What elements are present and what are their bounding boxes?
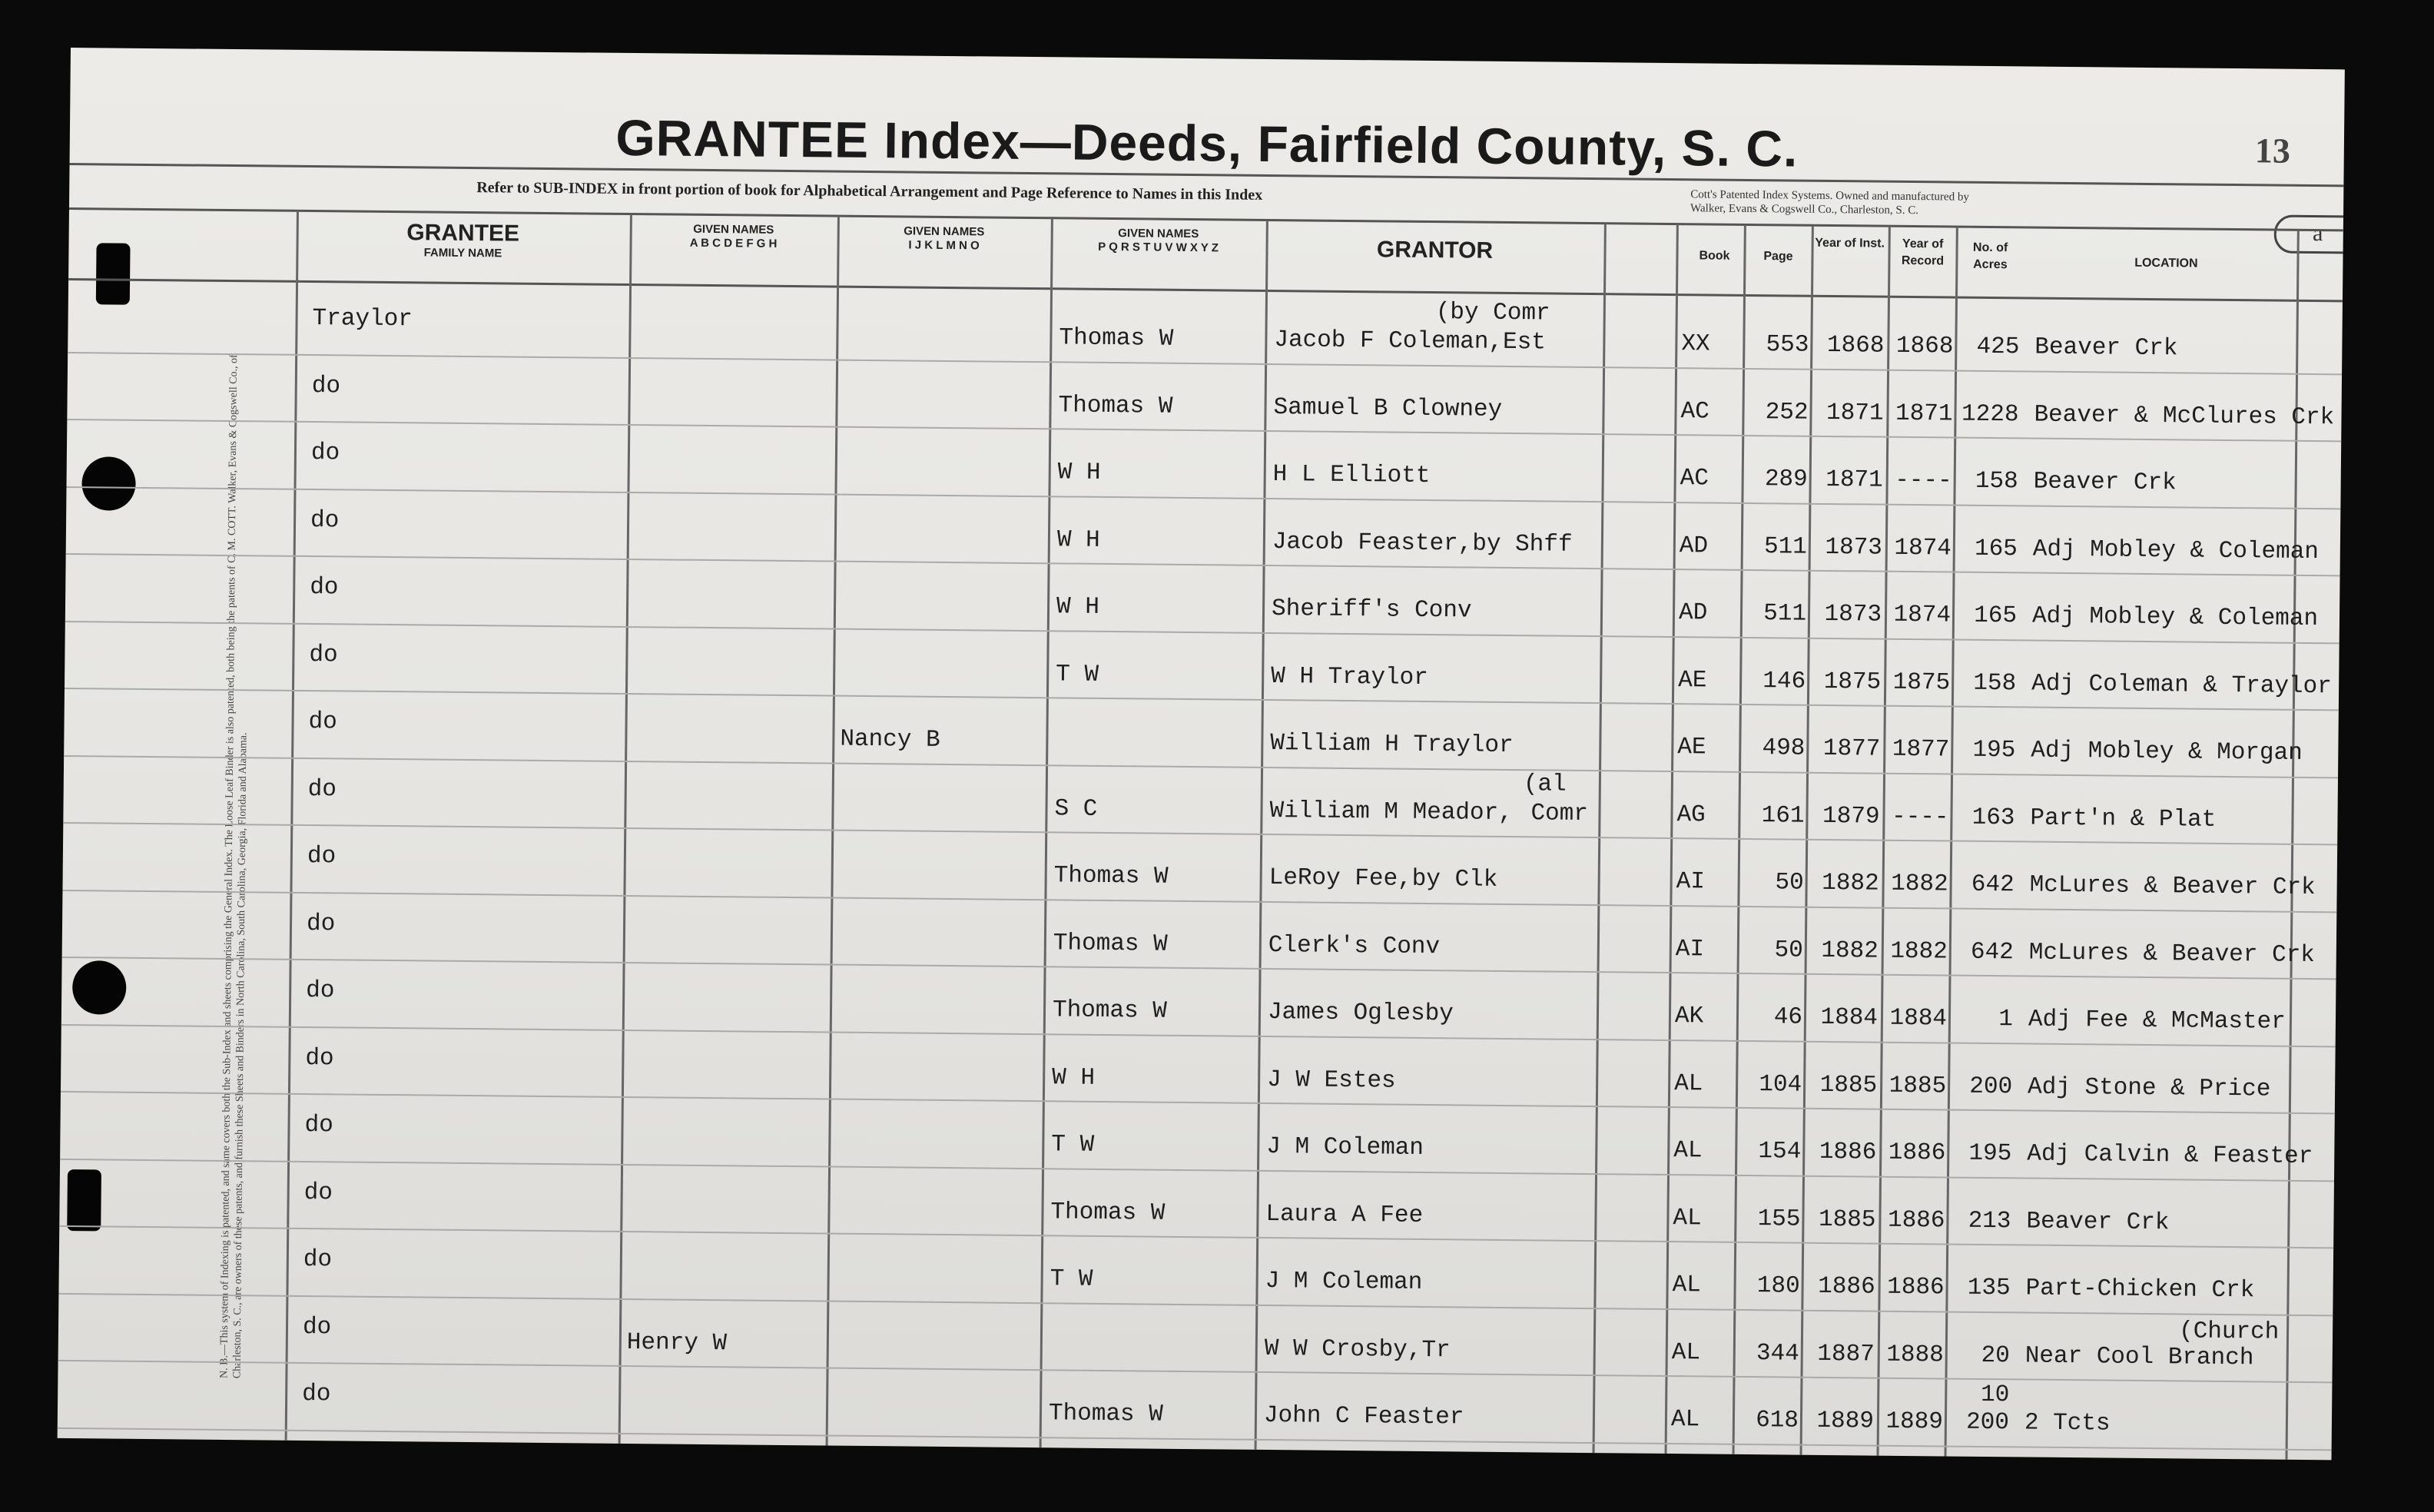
cell-year-inst: 1868 [1826,331,1885,360]
header-given3-label: GIVEN NAMES [1118,227,1199,241]
cell-book: AL [1672,1272,1702,1299]
cell-year-inst: 1885 [1819,1071,1878,1099]
header-location-label: LOCATION [2134,256,2198,270]
cell-book: AD [1679,532,1709,559]
cell-grantor: Jacob Feaster,by Shff [1272,528,1573,559]
cell-family: do [302,1380,331,1408]
cell-g3 [1050,1333,1253,1335]
header-book-label: Book [1699,249,1730,263]
cell-g3: W H [1052,1063,1096,1092]
cell-family: do [307,843,337,870]
cell-year-record: 1886 [1887,1273,1945,1301]
cell-g2 [834,1331,1034,1332]
cell-page: 154 [1758,1138,1802,1166]
cell-g1 [626,1396,818,1398]
cell-g3: Thomas W [1059,324,1174,353]
cell-acres: 1228 [1961,400,2019,428]
cell-location: Adj Coleman & Traylor [2031,670,2332,700]
cell-g1 [637,320,829,322]
cell-year-record: 1882 [1891,870,1948,898]
page-title: GRANTEE Index—Deeds, Fairfield County, S. C. [615,108,1799,177]
header-book [1679,247,1749,265]
cell-g3: Thomas W [1053,929,1168,958]
cell-location: McLures & Beaver Crk [2029,871,2316,902]
cell-grantor: Clerk's Conv [1268,931,1441,960]
header-acres-label: No. of Acres [1972,240,2008,272]
cell-g2 [844,323,1044,324]
cell-year-record: ---- [1891,803,1949,831]
cell-g3: Thomas W [1052,996,1168,1025]
cell-family: do [303,1179,333,1206]
header-given1-label: GIVEN NAMES [693,222,774,237]
cell-book: AL [1673,1204,1702,1232]
header-grantee-label: GRANTEE [406,220,520,247]
cell-acres: 1 [1998,1006,2014,1033]
cell-g3: W H [1056,526,1100,554]
cell-grantor: W W Crosby,Tr [1264,1335,1451,1364]
cell-location: Adj Stone & Price [2027,1073,2271,1103]
cell-grantor: Sheriff's Conv [1271,595,1472,625]
header-year-inst-label: Year of Inst. [1815,236,1885,250]
cell-location: 2 Tcts [2024,1409,2111,1437]
cell-grantor: Jacob F Coleman,Est [1274,327,1547,356]
cell-page: 553 [1766,331,1809,359]
header-given1-sub: A B C D E F G H [689,236,778,250]
cell-location: Beaver Crk [2026,1208,2170,1236]
cell-year-record: 1886 [1888,1139,1946,1167]
header-given3 [1053,226,1262,256]
cell-family: do [308,708,337,736]
cell-g1 [633,657,825,658]
cell-family: do [303,1245,333,1274]
sheet-letter-badge: a [2274,215,2345,254]
cell-g3: W H [1056,593,1100,621]
cell-page: 50 [1775,869,1804,897]
cell-year-record: 1884 [1889,1004,1948,1033]
cell-year-inst: 1889 [1816,1407,1875,1435]
cell-grantor: Laura A Fee [1265,1200,1424,1229]
cell-year-inst: 1885 [1818,1205,1876,1234]
cell-family: do [305,1044,334,1072]
cell-acres: 195 [1972,736,2016,764]
cell-year-inst: 1882 [1821,937,1879,965]
cell-book: AL [1670,1406,1700,1434]
cell-family: do [306,910,336,937]
cell-location: Adj Mobley & Coleman [2031,602,2319,633]
cell-grantor: Samuel B Clowney [1273,393,1503,423]
margin-note: N. B.—This system of Indexing is patented, and same covers both the Sub-Index and sheets comprising the General Index. The Loose Leaf Binder is also patented, both being the patents of C. M. COTT. Walker, Evans & Cogswell Co., of Charleston, S. C., are owners of these patents, and furnish these Sheets and Binders in North Carolina, South Carolina, Georgia, Florida and Alabama. [218,354,250,1379]
cell-g3 [1056,728,1259,730]
cell-year-inst: 1873 [1824,600,1882,628]
grantor-note: (by Comr [1435,299,1550,327]
header-given2-label: GIVEN NAMES [904,224,985,239]
header-grantee-sub: FAMILY NAME [423,246,502,260]
cell-family: do [310,506,340,534]
cell-year-inst: 1884 [1820,1003,1879,1032]
cell-g1 [630,993,822,994]
header-given3-sub: P Q R S T U V W X Y Z [1098,240,1219,255]
cell-page: 252 [1765,398,1809,426]
cell-year-record: 1874 [1893,601,1952,629]
cell-page: 46 [1773,1003,1803,1031]
cell-acres: 642 [1970,938,2014,966]
cell-acres: 165 [1974,535,2018,562]
cell-year-record: 1871 [1895,400,1953,428]
cell-page: 511 [1763,600,1807,628]
cell-page: 289 [1764,466,1808,493]
cell-acres: 20 [1981,1341,2010,1369]
cell-grantor: W H Traylor [1271,662,1429,691]
cell-year-inst: 1873 [1825,533,1883,562]
cell-acres: 642 [1971,870,2015,899]
header-page-label: Page [1763,250,1793,264]
cell-year-record: 1886 [1887,1206,1945,1234]
cell-location: Beaver Crk [2034,333,2178,363]
cell-g3: T W [1056,660,1099,688]
cell-location: Part'n & Plat [2030,804,2217,834]
maker-line-2: Walker, Evans & Cogswell Co., Charleston, S. C. [1690,202,1919,217]
cell-book: AG [1676,801,1706,828]
cell-g1 [629,1127,821,1129]
cell-year-record: ---- [1895,466,1952,495]
cell-family: do [310,439,340,467]
cell-book: AE [1678,666,1707,694]
cell-book: AI [1676,868,1706,896]
cell-g1 [632,791,824,793]
cell-year-inst: 1886 [1819,1138,1877,1166]
cell-year-record: 1882 [1890,937,1948,966]
cell-page: 344 [1756,1339,1799,1368]
cell-location: Part-Chicken Crk [2025,1275,2255,1305]
cell-book: AK [1674,1003,1704,1030]
header-acres [1958,240,2021,274]
cell-year-record: 1875 [1892,668,1951,697]
cell-acres: 158 [1975,467,2018,496]
cell-year-inst: 1875 [1823,668,1882,696]
cell-location: Beaver Crk [2033,468,2177,497]
cell-book: AI [1675,935,1705,963]
cell-grantor: LeRoy Fee,by Clk [1268,864,1498,894]
page-number: 13 [2254,131,2291,171]
header-given2 [840,224,1047,254]
cell-location: McLures & Beaver Crk [2028,939,2316,969]
cell-g2 [838,927,1038,929]
cell-location: Adj Calvin & Feaster [2027,1140,2313,1171]
cell-g1 [629,1060,821,1062]
cell-g2 [841,658,1040,660]
cell-year-record: 1877 [1892,735,1950,764]
cell-grantor: H L Elliott [1272,461,1431,490]
header-location [2035,254,2296,274]
cell-acres: 165 [1974,602,2018,630]
cell-g2: Nancy B [840,725,940,754]
cell-page: 50 [1774,936,1803,964]
cell-g2 [834,1398,1033,1400]
cell-book: AL [1671,1338,1701,1366]
header-year-record-label: Year of Record [1901,237,1945,268]
cell-g2 [843,457,1043,459]
cell-book: AD [1678,599,1708,627]
cell-grantor: John C Feaster [1263,1401,1464,1431]
cell-g2 [837,1062,1036,1063]
cell-acres: 200 [1965,1408,2010,1437]
cell-year-record: 1885 [1889,1072,1947,1099]
cell-g3: Thomas W [1048,1400,1163,1428]
grantor-note: (al [1523,770,1567,798]
cell-year-inst: 1871 [1826,466,1883,494]
maker-note [1690,187,1969,217]
cell-location: Adj Mobley & Coleman [2032,536,2320,565]
cell-grantor: J W Estes [1267,1066,1396,1095]
cell-location: Beaver & McClures Crk [2034,401,2335,431]
cell-page: 155 [1757,1205,1801,1233]
cell-book: AL [1673,1069,1703,1097]
cell-family: Traylor [312,305,413,333]
cell-g1: Henry W [626,1328,728,1357]
location-note: (Church [2178,1317,2280,1346]
cell-page: 104 [1759,1070,1802,1099]
cell-grantor: William M Meador, [1269,797,1513,827]
cell-book: XX [1681,330,1710,358]
cell-book: AE [1677,734,1706,761]
cell-grantor: James Oglesby [1267,999,1454,1028]
index-sheet [58,48,2345,1460]
cell-acres: 213 [1968,1207,2011,1235]
cell-g3: Thomas W [1053,862,1169,890]
cell-year-record: 1888 [1886,1341,1944,1368]
cell-g1 [633,724,825,725]
cell-location: Near Cool Branch [2024,1341,2254,1371]
cell-grantor: J M Coleman [1265,1267,1423,1296]
header-year-inst [1815,235,1885,253]
refer-note: Refer to SUB-INDEX in front portion of book for Alphabetical Arrangement and Page Reference to Names in this Index [476,179,1263,204]
cell-g3: T W [1051,1131,1095,1159]
cell-year-record: 1889 [1885,1408,1944,1436]
cell-g1 [628,1195,821,1196]
cell-g2 [835,1264,1035,1265]
cell-page: 498 [1762,734,1806,762]
cell-g1 [632,858,824,860]
cell-g1 [628,1262,820,1263]
cell-page: 180 [1756,1272,1800,1300]
cell-acres: 200 [1969,1073,2013,1100]
cell-g3: S C [1054,794,1098,823]
cell-page: 511 [1763,532,1808,561]
cell-year-record: 1868 [1895,332,1954,360]
cell-g1 [635,455,827,456]
cell-location: Adj Fee & McMaster [2028,1006,2286,1036]
cell-g2 [836,1196,1036,1198]
header-year-record [1891,236,1954,270]
cell-g1 [636,388,828,390]
cell-family: do [306,976,335,1005]
cell-g2 [837,1129,1036,1131]
cell-year-inst: 1871 [1826,399,1884,427]
cell-year-inst: 1886 [1818,1272,1875,1301]
cell-g2 [837,995,1037,996]
acres-note: 10 [1980,1381,2010,1409]
cell-page: 618 [1755,1407,1799,1434]
grantor-tail: Comr [1530,799,1589,827]
cell-g3: W H [1057,459,1101,486]
cell-family: do [309,641,338,668]
cell-g3: Thomas W [1058,391,1173,420]
header-given1 [633,222,834,252]
cell-g2 [842,524,1042,526]
cell-acres: 163 [1971,804,2015,831]
cell-g1 [634,589,826,591]
cell-year-inst: 1887 [1817,1340,1875,1368]
header-page [1746,248,1809,266]
header-grantor [1268,236,1600,265]
cell-year-record: 1874 [1894,534,1952,562]
cell-location: Adj Mobley & Morgan [2031,737,2303,767]
cell-g3: Thomas W [1050,1198,1166,1227]
cell-book: AC [1680,397,1709,425]
cell-family: do [302,1313,332,1341]
cell-g1 [635,522,827,524]
cell-g2 [840,793,1040,794]
cell-family: do [307,775,337,803]
cell-grantor: William H Traylor [1270,730,1514,760]
cell-g2 [844,390,1043,391]
cell-family: do [311,372,341,400]
cell-acres: 195 [1968,1139,2012,1168]
cell-g1 [631,926,823,927]
cell-family: do [310,574,339,602]
cell-acres: 135 [1967,1274,2011,1302]
cell-g2 [841,592,1041,593]
cell-grantor: J M Coleman [1266,1133,1424,1162]
header-grantee [299,219,626,262]
cell-year-inst: 1882 [1822,869,1879,897]
cell-g3: T W [1050,1265,1093,1293]
cell-page: 161 [1761,801,1805,830]
cell-acres: 425 [1976,333,2020,361]
cell-year-inst: 1879 [1822,802,1880,831]
cell-acres: 158 [1973,669,2017,697]
cell-page: 146 [1762,667,1806,695]
header-given2-sub: I J K L M N O [908,238,980,253]
cell-book: AC [1680,465,1709,492]
cell-book: AL [1673,1137,1703,1165]
cell-year-inst: 1877 [1822,734,1881,763]
header-grantor-label: GRANTOR [1376,237,1494,264]
maker-line-1: Cott's Patented Index Systems. Owned and manufactured by [1690,188,1969,204]
cell-g2 [839,860,1039,862]
cell-family: do [304,1111,333,1139]
